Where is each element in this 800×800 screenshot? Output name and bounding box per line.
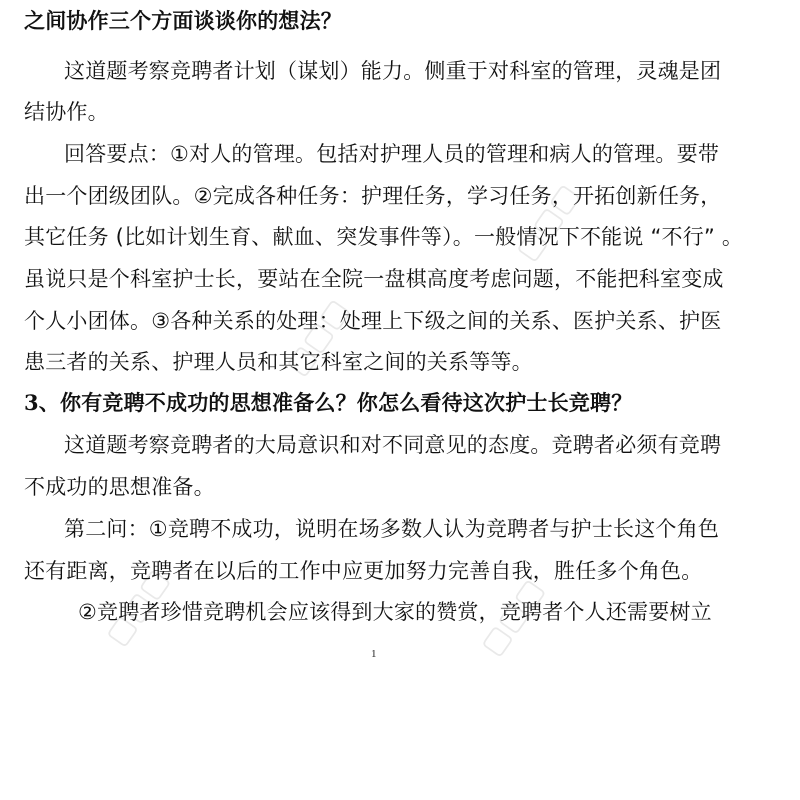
text-line: 第二问：①竞聘不成功，说明在场多数人认为竞聘者与护士长这个角色 <box>64 517 720 541</box>
text-line: 个人小团体。③各种关系的处理：处理上下级之间的关系、医护关系、护医 <box>24 309 722 333</box>
watermark-mark: ▢▢▢ <box>473 572 552 663</box>
text-line: ②竞聘者珍惜竞聘机会应该得到大家的赞赏，竞聘者个人还需要树立 <box>78 600 712 624</box>
page-number: 1 <box>371 648 377 660</box>
text-line: 其它任务 (比如计划生育、献血、突发事件等）。一般情况下不能说 “不行” 。 <box>24 225 744 249</box>
watermark-mark: ▢▢▢ <box>508 177 587 268</box>
text-line: 之间协作三个方面谈谈你的想法？ <box>24 8 342 33</box>
text-line: 还有距离，竞聘者在以后的工作中应更加努力完善自我，胜任多个角色。 <box>24 559 703 583</box>
text-line: 出一个团级团队。②完成各种任务：护理任务，学习任务，开拓创新任务， <box>24 184 722 208</box>
text-line: 这道题考察竞聘者计划（谋划）能力。侧重于对科室的管理，灵魂是团 <box>64 59 722 83</box>
text-line: 患三者的关系、护理人员和其它科室之间的关系等等。 <box>24 350 533 374</box>
watermark-mark: ▢▢▢ <box>278 292 357 383</box>
text-line: 虽说只是个科室护士长，要站在全院一盘棋高度考虑问题，不能把科室变成 <box>24 267 724 291</box>
text-line: 不成功的思想准备。 <box>24 475 215 499</box>
text-line: 这道题考察竞聘者的大局意识和对不同意见的态度。竞聘者必须有竞聘 <box>64 433 722 457</box>
text-line: 结协作。 <box>24 100 109 124</box>
text-line: 回答要点：①对人的管理。包括对护理人员的管理和病人的管理。要带 <box>64 142 720 166</box>
watermark-mark: ▢▢▢ <box>98 562 177 653</box>
section-heading: 3、你有竞聘不成功的思想准备么？你怎么看待这次护士长竞聘？ <box>24 390 633 415</box>
